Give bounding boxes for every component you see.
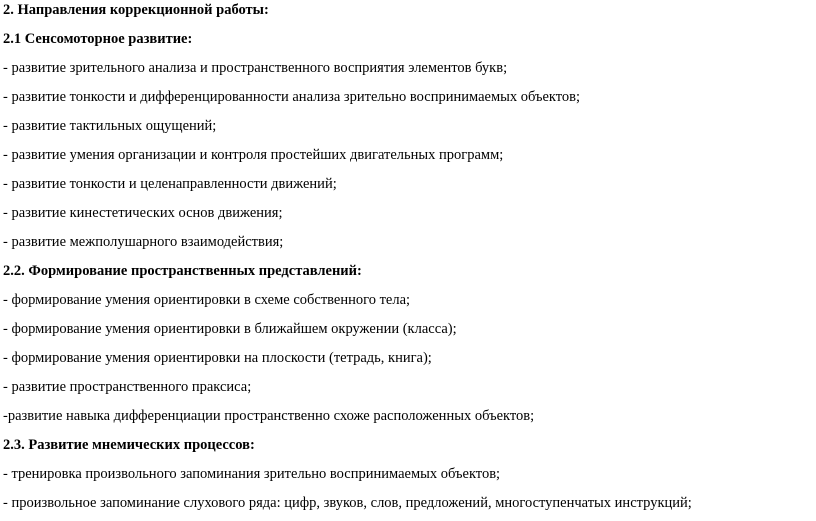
- list-item: - развитие пространственного праксиса;: [3, 379, 252, 395]
- list-item: - формирование умения ориентировки в ближайшем окружении (класса);: [3, 321, 457, 337]
- list-item: - развитие кинестетических основ движения;: [3, 205, 283, 221]
- subsection-heading: 2.1 Сенсомоторное развитие:: [3, 31, 193, 47]
- list-item: - тренировка произвольного запоминания зрительно воспринимаемых объектов;: [3, 466, 501, 482]
- list-item: - формирование умения ориентировки на плоскости (тетрадь, книга);: [3, 350, 432, 366]
- list-item: - произвольное запоминание слухового ряда: цифр, звуков, слов, предложений, многоступенчатых инструкций;: [3, 495, 692, 511]
- list-item: - развитие межполушарного взаимодействия;: [3, 234, 284, 250]
- list-item: - развитие умения организации и контроля простейших двигательных программ;: [3, 147, 504, 163]
- subsection-heading: 2.3. Развитие мнемических процессов:: [3, 437, 255, 453]
- section-heading: 2. Направления коррекционной работы:: [3, 2, 269, 18]
- list-item: - развитие тонкости и целенаправленности движений;: [3, 176, 337, 192]
- list-item: - развитие тонкости и дифференцированности анализа зрительно воспринимаемых объектов;: [3, 89, 581, 105]
- list-item: - развитие тактильных ощущений;: [3, 118, 217, 134]
- subsection-heading: 2.2. Формирование пространственных представлений:: [3, 263, 362, 279]
- list-item: - формирование умения ориентировки в схеме собственного тела;: [3, 292, 411, 308]
- list-item: - развитие зрительного анализа и пространственного восприятия элементов букв;: [3, 60, 508, 76]
- list-item: -развитие навыка дифференциации пространственно схоже расположенных объектов;: [3, 408, 535, 424]
